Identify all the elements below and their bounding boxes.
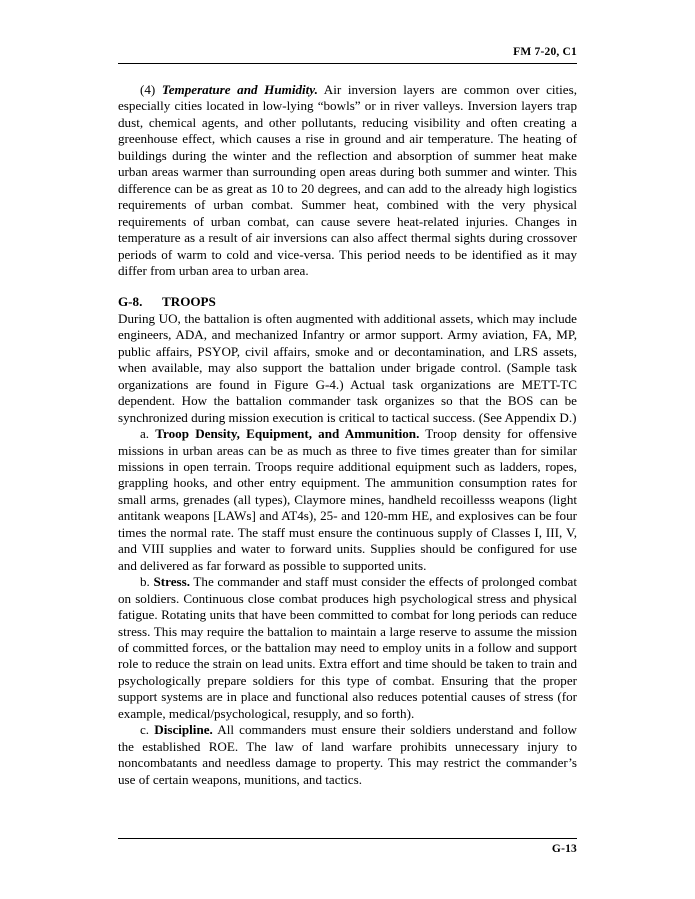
paragraph-4-label: (4) xyxy=(140,82,156,97)
page-footer xyxy=(118,843,577,855)
paragraph-b-stress xyxy=(118,574,577,722)
paragraph-4-title: Temperature and Humidity. xyxy=(161,82,318,97)
document-id: FM 7-20, C1 xyxy=(513,46,577,58)
page-content xyxy=(118,82,577,788)
header-divider xyxy=(118,63,577,64)
paragraph-b-title: Stress. xyxy=(153,574,190,590)
paragraph-c-label: c. xyxy=(140,722,150,738)
page-number: G-13 xyxy=(551,843,577,855)
paragraph-a-title: Troop Density, Equipment, and Ammunition. xyxy=(155,426,420,442)
paragraph-a-text: Troop density for offensive missions in urban areas can be as much as three to five times greater than for similar missions in open terrain. Troops require additional equipment such as ladders, ropes, grappling hooks, and other entry equipment. The ammunition consumption rates for small arms, grenades (all types), Claymore mines, handheld recoillesss weapons (light antitank weapons [LAWs] and AT4s), 25- and 120-mm HE, and explosives can be four times the normal rate. The staff must ensure the continuous supply of Classes I, III, V, and VIII supplies and water to forward units. Supplies should be configured for use and delivered as far forward as possible to supported units. xyxy=(118,426,577,573)
spacer xyxy=(118,279,577,294)
section-number: G-8. xyxy=(118,294,143,310)
paragraph-c-discipline xyxy=(118,722,577,788)
section-heading-troops xyxy=(118,294,577,310)
paragraph-4-temperature-humidity xyxy=(118,82,577,279)
section-title: TROOPS xyxy=(162,294,216,310)
paragraph-b-text: The commander and staff must consider the effects of prolonged combat on soldiers. Continuous close combat produces high psychological stress and physical fatigue. Rotating units that have been committed to combat for long periods can reduce stress. This may require the battalion to maintain a large reserve to assume the mission of committed forces, or the battalion may need to employ units in a follow and support role to reduce the strain on lead units. Extra effort and time should be taken to train and psychologically prepare soldiers for this type of combat. Ensuring that the proper support systems are in place and functional also reduces potential causes of stress (for example, medical/psychological, resupply, and so forth). xyxy=(118,574,577,721)
paragraph-c-title: Discipline. xyxy=(154,722,213,738)
paragraph-a-troop-density xyxy=(118,426,577,574)
paragraph-b-label: b. xyxy=(140,574,150,590)
footer-divider xyxy=(118,838,577,839)
paragraph-a-label: a. xyxy=(140,426,150,442)
paragraph-4-text: Air inversion layers are common over cities, especially cities located in low-lying “bowls” or in river valleys. Inversion layers trap dust, chemical agents, and other pollutants, reducing visibility and often creating a greenhouse effect, which causes a rise in ground and air temperature. The heating of buildings during the winter and the reflection and absorption of summer heat make urban areas warmer than surrounding open areas during both summer and winter. This difference can be as great as 10 to 20 degrees, and can add to the already high logistics requirements of urban combat. Summer heat, combined with the very physical requirements of urban combat, can cause severe heat-related injuries. Changes in temperature as a result of air inversions can also affect thermal sights during crossover periods of warm to cold and vice-versa. This period needs to be identified as it may differ from urban area to urban area. xyxy=(118,82,577,278)
section-intro-paragraph: During UO, the battalion is often augmented with additional assets, which may include engineers, ADA, and mechanized Infantry or armor support. Army aviation, FA, MP, public affairs, PSYOP, civil affairs, smoke and or decontamination, and LRS assets, when available, may also support the battalion under brigade control. (Sample task organizations are found in Figure G-4.) Actual task organizations are METT-TC dependent. How the battalion commander task organizes so that the BOS can be synchronized during mission execution is critical to tactical success. (See Appendix D.) xyxy=(118,310,577,425)
page-header xyxy=(118,46,577,58)
paragraph-c-text: All commanders must ensure their soldiers understand and follow the established ROE. The law of land warfare prohibits unnecessary injury to noncombatants and needless damage to property. This may restrict the commander’s use of certain weapons, munitions, and tactics. xyxy=(118,722,577,787)
